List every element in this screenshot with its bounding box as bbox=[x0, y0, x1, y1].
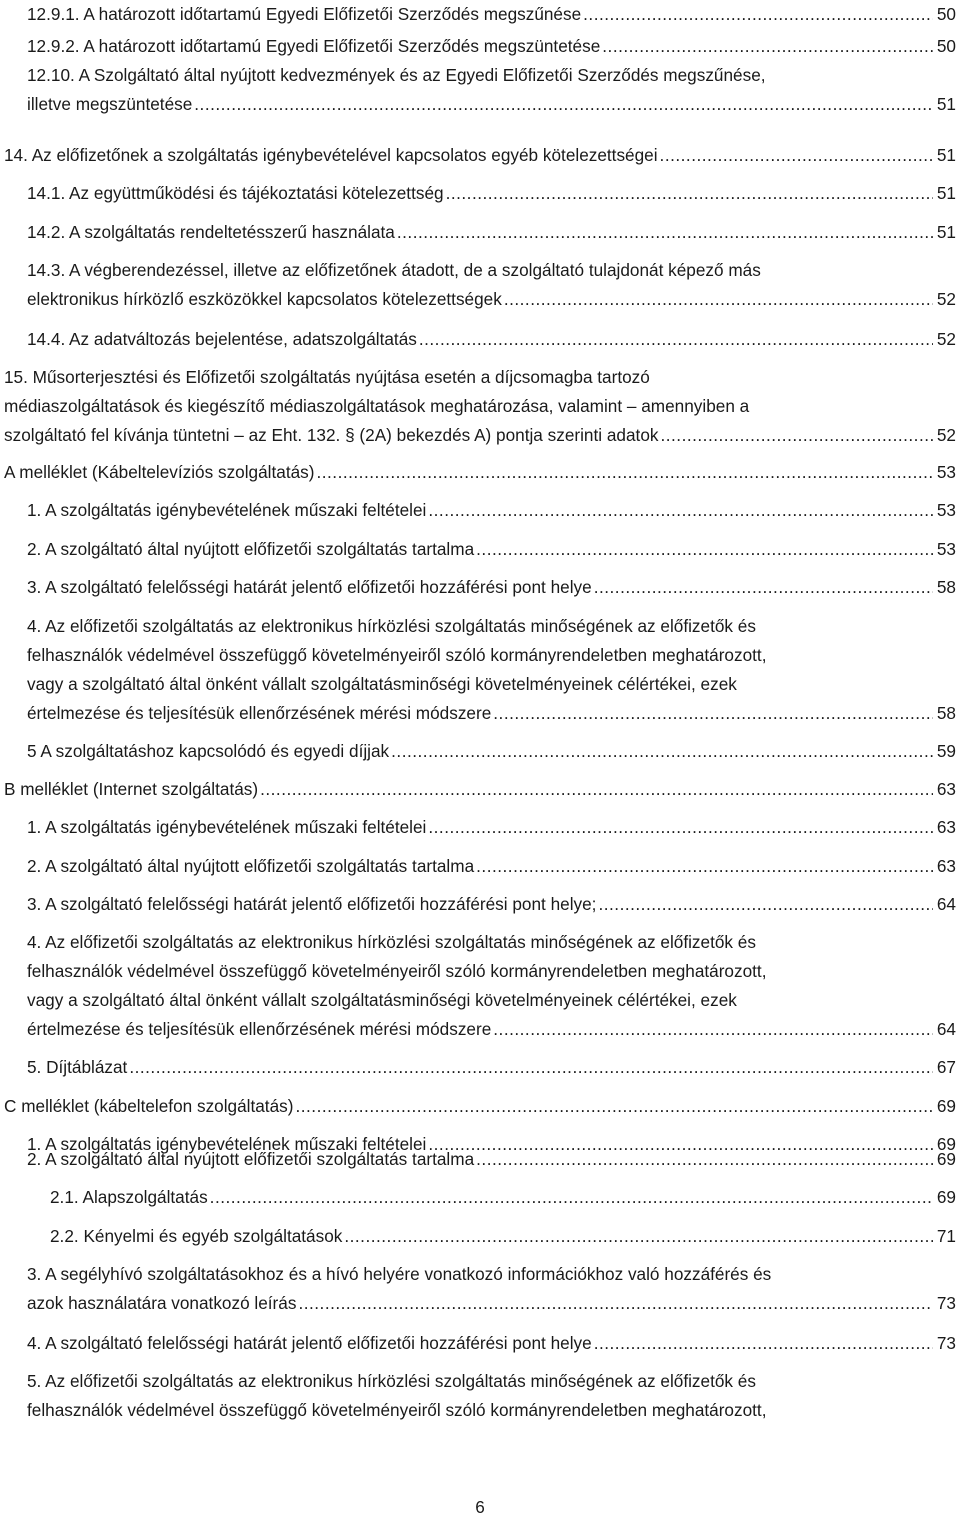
toc-entry[interactable] bbox=[27, 612, 956, 728]
toc-entry-text: 15. Műsorterjesztési és Előfizetői szolgáltatás nyújtása esetén a díjcsomagba tartozó bbox=[4, 367, 650, 387]
toc-page-number: 51 bbox=[936, 222, 956, 242]
toc-entry[interactable] bbox=[4, 775, 956, 804]
dot-leader bbox=[210, 1183, 933, 1212]
page-number: 6 bbox=[475, 1497, 485, 1517]
toc-entry[interactable] bbox=[27, 813, 956, 842]
toc-page-number: 51 bbox=[936, 183, 956, 203]
dot-leader bbox=[129, 1053, 933, 1082]
toc-page-number: 63 bbox=[936, 779, 956, 799]
toc-entry-text: médiaszolgáltatások és kiegészítő médiaszolgáltatások meghatározása, valamint – amennyiben a bbox=[4, 396, 750, 416]
dot-leader bbox=[594, 573, 933, 602]
toc-page-number: 50 bbox=[936, 36, 956, 56]
toc-page-number: 69 bbox=[936, 1187, 956, 1207]
dot-leader bbox=[594, 1329, 933, 1358]
toc-entry-text: 1. A szolgáltatás igénybevételének műszaki feltételei bbox=[27, 500, 427, 520]
toc-entry[interactable] bbox=[4, 458, 956, 487]
toc-entry[interactable] bbox=[27, 32, 956, 61]
toc-entry-text: vagy a szolgáltató által önként vállalt szolgáltatásminőségi követelményeinek célértékei, ezek bbox=[27, 674, 737, 694]
dot-leader bbox=[493, 1015, 933, 1044]
toc-entry-text: felhasználók védelmével összefüggő követelményeiről szóló kormányrendeletben meghatározott, bbox=[27, 1400, 767, 1420]
toc-page-number: 63 bbox=[936, 817, 956, 837]
toc-page-number: 52 bbox=[936, 289, 956, 309]
dot-leader bbox=[446, 179, 933, 208]
dot-leader bbox=[391, 737, 933, 766]
dot-leader bbox=[428, 813, 933, 842]
toc-entry-text: A melléklet (Kábeltelevíziós szolgáltatás) bbox=[4, 462, 315, 482]
toc-entry-text: 12.9.1. A határozott időtartamú Egyedi Előfizetői Szerződés megszűnése bbox=[27, 4, 582, 24]
toc-page-number: 69 bbox=[936, 1134, 956, 1154]
toc-entry[interactable] bbox=[27, 179, 956, 208]
dot-leader bbox=[260, 775, 933, 804]
dot-leader bbox=[476, 535, 933, 564]
dot-leader bbox=[476, 1145, 933, 1174]
toc-entry[interactable] bbox=[27, 852, 956, 881]
toc-entry[interactable] bbox=[27, 1145, 956, 1174]
toc-page-number: 52 bbox=[936, 329, 956, 349]
toc-entry-text: értelmezése és teljesítésük ellenőrzésének mérési módszere bbox=[27, 1019, 492, 1039]
toc-entry-text: 14.2. A szolgáltatás rendeltetésszerű használata bbox=[27, 222, 395, 242]
toc-page-number: 58 bbox=[936, 703, 956, 723]
toc-entry-text: felhasználók védelmével összefüggő követelményeiről szóló kormányrendeletben meghatározott, bbox=[27, 645, 767, 665]
toc-entry-text: 14. Az előfizetőnek a szolgáltatás igénybevételével kapcsolatos egyéb kötelezettségei bbox=[4, 145, 658, 165]
toc-entry-text: 3. A szolgáltató felelősségi határát jelentő előfizetői hozzáférési pont helye bbox=[27, 577, 592, 597]
toc-entry-text: 2.1. Alapszolgáltatás bbox=[50, 1187, 208, 1207]
dot-leader bbox=[298, 1289, 932, 1318]
toc-entry[interactable] bbox=[27, 1053, 956, 1082]
toc-page-number: 69 bbox=[936, 1149, 956, 1169]
toc-page-number: 59 bbox=[936, 741, 956, 761]
toc-page-number: 53 bbox=[936, 539, 956, 559]
toc-page-number: 73 bbox=[936, 1293, 956, 1313]
dot-leader bbox=[295, 1092, 932, 1121]
dot-leader bbox=[493, 699, 933, 728]
toc-entry-text: szolgáltató fel kívánja tüntetni – az Eht. 132. § (2A) bekezdés A) pontja szerinti adatok bbox=[4, 425, 659, 445]
toc-page-number: 67 bbox=[936, 1057, 956, 1077]
toc-entry[interactable] bbox=[27, 928, 956, 1044]
dot-leader bbox=[660, 421, 932, 450]
toc-page-number: 64 bbox=[936, 894, 956, 914]
toc-entry-text: C melléklet (kábeltelefon szolgáltatás) bbox=[4, 1096, 294, 1116]
toc-entry[interactable] bbox=[27, 1367, 956, 1425]
toc-entry-text: 1. A szolgáltatás igénybevételének műszaki feltételei bbox=[27, 1134, 427, 1154]
dot-leader bbox=[504, 285, 933, 314]
toc-page-number: 73 bbox=[936, 1333, 956, 1353]
toc-entry-text: illetve megszüntetése bbox=[27, 94, 193, 114]
toc-entry[interactable] bbox=[27, 325, 956, 354]
toc-page-number: 51 bbox=[936, 94, 956, 114]
toc-page-number: 69 bbox=[936, 1096, 956, 1116]
dot-leader bbox=[583, 0, 933, 29]
toc-entry[interactable] bbox=[27, 737, 956, 766]
dot-leader bbox=[194, 90, 933, 119]
toc-entry-text: 3. A segélyhívó szolgáltatásokhoz és a hívó helyére vonatkozó információkhoz való hozzáférés és bbox=[27, 1264, 772, 1284]
toc-entry-text: 12.9.2. A határozott időtartamú Egyedi Előfizetői Szerződés megszüntetése bbox=[27, 36, 601, 56]
dot-leader bbox=[397, 218, 933, 247]
toc-page-number: 52 bbox=[936, 425, 956, 445]
toc-entry-text: 3. A szolgáltató felelősségi határát jelentő előfizetői hozzáférési pont helye; bbox=[27, 894, 597, 914]
toc-entry[interactable] bbox=[4, 1092, 956, 1121]
dot-leader bbox=[598, 890, 932, 919]
dot-leader bbox=[419, 325, 933, 354]
toc-entry[interactable] bbox=[27, 496, 956, 525]
dot-leader bbox=[344, 1222, 933, 1251]
toc-entry-text: 2. A szolgáltató által nyújtott előfizetői szolgáltatás tartalma bbox=[27, 539, 475, 559]
toc-entry-text: B melléklet (Internet szolgáltatás) bbox=[4, 779, 259, 799]
toc-entry-text: 12.10. A Szolgáltató által nyújtott kedvezmények és az Egyedi Előfizetői Szerződés megszűnése, bbox=[27, 65, 766, 85]
toc-entry[interactable] bbox=[27, 535, 956, 564]
toc-page-number: 58 bbox=[936, 577, 956, 597]
toc-entry[interactable] bbox=[27, 218, 956, 247]
toc-entry-text: 2.2. Kényelmi és egyéb szolgáltatások bbox=[50, 1226, 343, 1246]
toc-page-number: 51 bbox=[936, 145, 956, 165]
toc-entry-text: felhasználók védelmével összefüggő követelményeiről szóló kormányrendeletben meghatározott, bbox=[27, 961, 767, 981]
toc-entry-text: 2. A szolgáltató által nyújtott előfizetői szolgáltatás tartalma bbox=[27, 1149, 475, 1169]
toc-page-number: 64 bbox=[936, 1019, 956, 1039]
toc-page-number: 53 bbox=[936, 500, 956, 520]
toc-entry-text: vagy a szolgáltató által önként vállalt szolgáltatásminőségi követelményeinek célértékei, ezek bbox=[27, 990, 737, 1010]
toc-entry-text: 5 A szolgáltatáshoz kapcsolódó és egyedi díjjak bbox=[27, 741, 390, 761]
toc-page-number: 53 bbox=[936, 462, 956, 482]
toc-entry-text: 4. Az előfizetői szolgáltatás az elektronikus hírközlési szolgáltatás minőségének az előfizetők és bbox=[27, 616, 756, 636]
toc-entry-text: elektronikus hírközlő eszközökkel kapcsolatos kötelezettségek bbox=[27, 289, 502, 309]
toc-entry[interactable] bbox=[27, 1329, 956, 1358]
dot-leader bbox=[602, 32, 933, 61]
toc-entry-text: 14.4. Az adatváltozás bejelentése, adatszolgáltatás bbox=[27, 329, 417, 349]
toc-entry[interactable] bbox=[27, 573, 956, 602]
toc-entry[interactable] bbox=[27, 1260, 956, 1318]
dot-leader bbox=[428, 496, 933, 525]
toc-entry[interactable] bbox=[4, 363, 956, 450]
toc-entry[interactable] bbox=[27, 0, 956, 29]
dot-leader bbox=[660, 141, 933, 170]
toc-entry[interactable] bbox=[50, 1222, 956, 1251]
toc-entry[interactable] bbox=[27, 890, 956, 919]
toc-entry[interactable] bbox=[27, 61, 956, 119]
toc-page-number: 71 bbox=[936, 1226, 956, 1246]
dot-leader bbox=[316, 458, 932, 487]
toc-entry-text: 14.1. Az együttműködési és tájékoztatási kötelezettség bbox=[27, 183, 444, 203]
toc-entry[interactable] bbox=[27, 256, 956, 314]
toc-page-number: 63 bbox=[936, 856, 956, 876]
toc-entry-text: 2. A szolgáltató által nyújtott előfizetői szolgáltatás tartalma bbox=[27, 856, 475, 876]
toc-entry-text: azok használatára vonatkozó leírás bbox=[27, 1293, 297, 1313]
toc-entry-text: 4. A szolgáltató felelősségi határát jelentő előfizetői hozzáférési pont helye bbox=[27, 1333, 592, 1353]
dot-leader bbox=[476, 852, 933, 881]
toc-entry-text: értelmezése és teljesítésük ellenőrzésének mérési módszere bbox=[27, 703, 492, 723]
toc-entry-text: 5. Az előfizetői szolgáltatás az elektronikus hírközlési szolgáltatás minőségének az előfizetők és bbox=[27, 1371, 756, 1391]
toc-page-number: 50 bbox=[936, 4, 956, 24]
toc-entry-text: 4. Az előfizetői szolgáltatás az elektronikus hírközlési szolgáltatás minőségének az előfizetők és bbox=[27, 932, 756, 952]
toc-entry-text: 5. Díjtáblázat bbox=[27, 1057, 128, 1077]
toc-entry-text: 1. A szolgáltatás igénybevételének műszaki feltételei bbox=[27, 817, 427, 837]
toc-entry[interactable] bbox=[4, 141, 956, 170]
toc-entry[interactable] bbox=[50, 1183, 956, 1212]
toc-entry-text: 14.3. A végberendezéssel, illetve az előfizetőnek átadott, de a szolgáltató tulajdonát képező más bbox=[27, 260, 761, 280]
